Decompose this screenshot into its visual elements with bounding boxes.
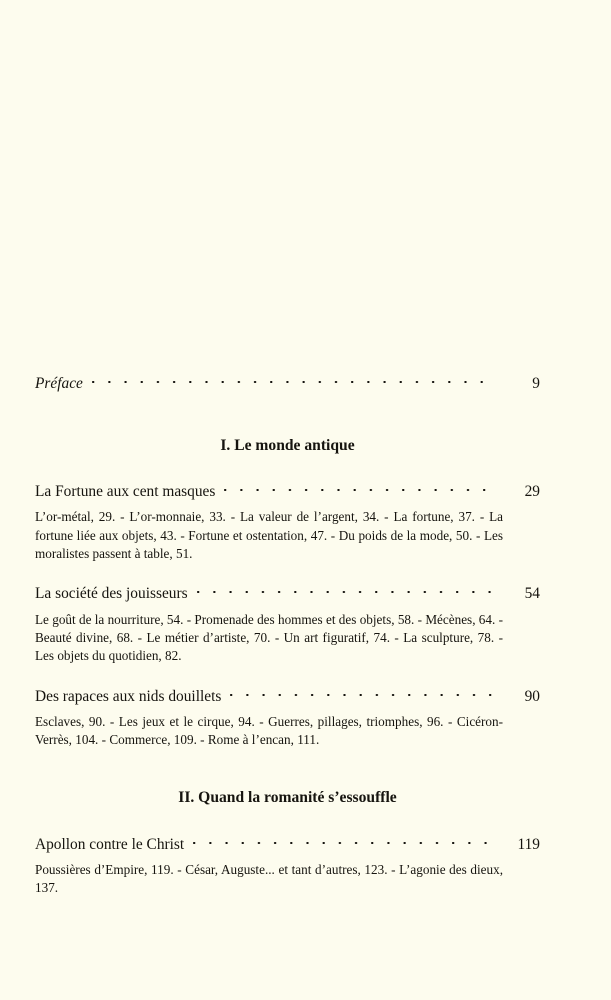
toc-entry-description: Le goût de la nourriture, 54. - Promenade des hommes et des objets, 58. - Mécènes, 64. - Beauté divine, 68. - Le métier d’artiste, 70. - Un art figuratif, 74. - La sculpture, 78. - Les objets du quotidien, 82. [35,611,503,664]
part-heading-2: II. Quand la romanité s’essouffle [178,789,397,807]
dot-leader [230,685,492,700]
toc-entry[interactable] [35,583,540,604]
dot-leader [92,373,492,388]
spacer [35,455,540,481]
toc-entry-title: La société des jouisseurs [35,585,188,603]
toc-entry-title: La Fortune aux cent masques [35,483,216,501]
toc-entry-page-number: 54 [524,585,540,603]
toc-entry-page-number: 29 [524,483,540,501]
spacer [35,394,540,437]
toc-entry-page-number: 9 [532,375,540,393]
toc-entry-title: Des rapaces aux nids douillets [35,687,222,705]
toc-entry-page-number: 90 [524,687,540,705]
toc-entry[interactable] [35,833,540,854]
spacer [35,807,540,833]
table-of-contents [35,373,540,897]
toc-entry-preface[interactable] [35,373,540,394]
toc-entry-title: Préface [35,375,83,393]
spacer [35,749,540,789]
spacer [35,563,540,583]
dot-leader [224,481,492,496]
toc-entry-page-number: 119 [517,835,540,853]
toc-entry[interactable] [35,685,540,706]
part-heading-1: I. Le monde antique [220,436,355,454]
dot-leader [197,583,492,598]
toc-entry-description: L’or-métal, 29. - L’or-monnaie, 33. - La valeur de l’argent, 34. - La fortune, 37. - La fortune liée aux objets, 43. - Fortune et ostentation, 47. - Du poids de la mode, 50. - Les moralistes passent à table, 51. [35,509,503,561]
toc-entry-description: Esclaves, 90. - Les jeux et le cirque, 94. - Guerres, pillages, triomphes, 96. - Cicéron-Verrès, 104. - Commerce, 109. - Rome à l’encan, 111. [35,713,503,748]
toc-entry[interactable] [35,481,540,502]
toc-entry-title: Apollon contre le Christ [35,835,185,853]
dot-leader [193,833,492,848]
toc-entry-description: Poussières d’Empire, 119. - César, Auguste... et tant d’autres, 123. - L’agonie des dieux, 137. [35,861,503,896]
spacer [35,665,540,685]
